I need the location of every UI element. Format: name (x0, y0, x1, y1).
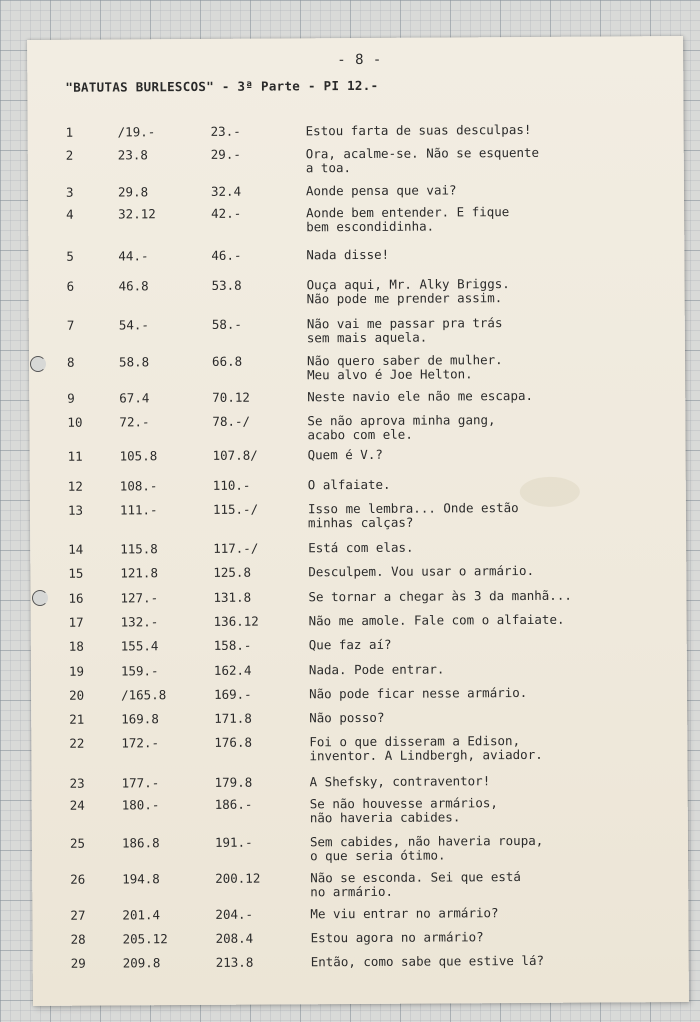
subtitle-text: Aonde pensa que vai? (305, 182, 457, 199)
subtitle-text: Desculpem. Vou usar o armário. (308, 562, 535, 580)
subtitle-row (29, 412, 685, 443)
timecode-end: 162.4 (213, 662, 252, 678)
subtitle-number: 28 (70, 931, 86, 947)
timecode-start: 127.- (120, 590, 159, 606)
timecode-start: 108.- (119, 478, 158, 494)
timecode-start: 180.- (121, 797, 160, 813)
punch-hole-icon (30, 356, 46, 372)
typed-script-page (27, 36, 689, 1006)
subtitle-text: Não quero saber de mulher. Meu alvo é Joe Helton. (306, 352, 503, 383)
subtitle-row (32, 832, 688, 864)
timecode-start: 58.8 (118, 354, 150, 370)
subtitle-text: Me viu entrar no armário? (310, 905, 499, 922)
subtitle-text: Sem cabides, não haveria roupa, o que seria ótimo. (309, 832, 544, 864)
timecode-end: 213.8 (215, 954, 254, 970)
subtitle-number: 6 (66, 278, 75, 294)
subtitle-number: 23 (69, 775, 85, 791)
timecode-start: /19.- (117, 124, 156, 140)
subtitle-text: Se tornar a chegar às 3 da manhã... (308, 587, 572, 605)
subtitle-text: Ora, acalme-se. Não se esquente a toa. (305, 144, 540, 176)
timecode-end: 58.- (211, 316, 242, 332)
subtitle-row (29, 387, 685, 406)
subtitle-row (31, 733, 687, 764)
subtitle-number: 7 (66, 317, 75, 333)
subtitle-number: 24 (69, 797, 85, 813)
subtitle-number: 16 (68, 590, 84, 606)
subtitle-row (29, 276, 685, 307)
timecode-end: 107.8/ (212, 447, 258, 463)
subtitle-number: 12 (67, 478, 83, 494)
subtitle-number: 14 (68, 541, 84, 557)
subtitle-number: 3 (65, 184, 74, 200)
subtitle-row (32, 869, 688, 900)
subtitle-text: Quem é V.? (307, 446, 383, 463)
timecode-start: 67.4 (119, 390, 150, 406)
timecode-start: 105.8 (119, 448, 158, 464)
subtitle-number: 19 (68, 663, 85, 679)
subtitle-number: 20 (69, 687, 85, 703)
subtitle-text: Se não houvesse armários, não haveria cabides. (309, 795, 498, 826)
subtitle-row (30, 587, 686, 606)
timecode-start: 121.8 (120, 565, 158, 581)
subtitle-text: A Shefsky, contraventor! (309, 773, 491, 790)
subtitle-number: 22 (69, 735, 85, 751)
subtitle-row (31, 611, 687, 630)
timecode-start: 32.12 (118, 206, 156, 222)
subtitle-row (28, 144, 684, 176)
subtitle-number: 5 (66, 248, 74, 264)
timecode-end: 42.- (211, 205, 242, 221)
timecode-end: 70.12 (212, 389, 250, 405)
subtitle-row (30, 446, 686, 464)
subtitle-row (31, 636, 687, 654)
timecode-start: 54.- (118, 317, 149, 333)
subtitle-row (33, 952, 689, 971)
subtitle-row (31, 684, 687, 703)
subtitle-text: Ouça aqui, Mr. Alky Briggs. Não pode me prender assim. (306, 276, 510, 307)
subtitle-row (31, 709, 687, 727)
subtitle-list (27, 36, 689, 1006)
timecode-start: 72.- (119, 414, 150, 430)
timecode-start: 155.4 (120, 638, 159, 654)
timecode-start: 23.8 (117, 147, 148, 163)
timecode-end: 186.- (214, 796, 253, 812)
subtitle-text: Não se esconda. Sei que está no armário. (310, 869, 521, 900)
subtitle-text: Estou farta de suas desculpas! (305, 121, 532, 139)
timecode-start: 46.8 (118, 278, 149, 294)
subtitle-row (32, 905, 688, 923)
timecode-end: 131.8 (213, 589, 252, 605)
subtitle-number: 8 (66, 354, 75, 370)
timecode-end: 158.- (213, 637, 252, 653)
timecode-end: 117.-/ (213, 540, 259, 556)
timecode-end: 136.12 (213, 613, 259, 629)
timecode-end: 208.4 (215, 930, 254, 946)
timecode-end: 66.8 (211, 353, 243, 369)
subtitle-row (32, 795, 688, 826)
timecode-end: 29.- (210, 146, 241, 162)
subtitle-row (29, 352, 685, 383)
subtitle-row (30, 562, 686, 581)
subtitle-row (32, 773, 688, 791)
timecode-end: 46.- (211, 247, 242, 263)
timecode-end: 32.4 (210, 183, 242, 199)
timecode-start: 111.- (119, 502, 158, 518)
subtitle-row (28, 246, 684, 264)
timecode-end: 169.- (214, 686, 252, 702)
subtitle-number: 10 (67, 414, 83, 430)
subtitle-number: 4 (66, 206, 74, 222)
subtitle-number: 25 (69, 835, 86, 851)
subtitle-text: Neste navio ele não me escapa. (307, 387, 534, 405)
timecode-end: 191.- (214, 834, 253, 850)
subtitle-row (33, 929, 689, 947)
subtitle-number: 17 (68, 614, 84, 630)
subtitle-text: O alfaiate. (307, 476, 391, 493)
timecode-end: 53.8 (211, 277, 242, 293)
timecode-end: 204.- (215, 906, 254, 922)
timecode-end: 179.8 (214, 774, 253, 790)
timecode-start: 186.8 (121, 835, 160, 851)
timecode-end: 171.8 (214, 710, 252, 726)
timecode-end: 110.- (212, 477, 251, 493)
subtitle-text: Está com elas. (308, 539, 414, 556)
subtitle-text: Não pode ficar nesse armário. (309, 684, 528, 702)
subtitle-number: 21 (69, 711, 85, 727)
page-number: - 8 - (337, 51, 382, 69)
subtitle-row (28, 121, 684, 140)
timecode-start: 29.8 (117, 184, 149, 200)
subtitle-text: Se não aprova minha gang, acabo com ele. (307, 412, 496, 443)
timecode-start: 115.8 (120, 541, 158, 557)
timecode-start: 201.4 (122, 907, 161, 923)
subtitle-row (29, 315, 685, 346)
subtitle-text: Nada disse! (306, 246, 390, 263)
timecode-start: 209.8 (122, 955, 161, 971)
subtitle-number: 15 (68, 565, 84, 581)
timecode-start: 44.- (118, 248, 149, 264)
subtitle-number: 18 (68, 638, 84, 654)
subtitle-row (28, 204, 684, 235)
subtitle-number: 13 (67, 502, 84, 518)
subtitle-text: Não me amole. Fale com o alfaiate. (308, 611, 565, 629)
subtitle-number: 2 (65, 147, 74, 163)
timecode-end: 78.-/ (212, 413, 251, 429)
subtitle-text: Não posso? (309, 709, 385, 726)
timecode-start: 132.- (120, 614, 159, 630)
subtitle-row (30, 476, 686, 494)
subtitle-text: Não vai me passar pra trás sem mais aquela. (306, 315, 503, 346)
timecode-end: 200.12 (215, 870, 261, 886)
subtitle-text: Aonde bem entender. E fique bem escondidinha. (306, 204, 510, 235)
subtitle-text: Então, como sabe que estive lá? (310, 952, 545, 970)
subtitle-number: 11 (67, 448, 83, 464)
subtitle-number: 29 (70, 955, 86, 971)
subtitle-text: Foi o que disseram a Edison, inventor. A Lindbergh, aviador. (309, 733, 543, 764)
timecode-end: 176.8 (214, 734, 253, 750)
timecode-start: 194.8 (122, 871, 160, 887)
subtitle-number: 1 (65, 124, 74, 140)
subtitle-row (30, 539, 686, 557)
timecode-start: 169.8 (121, 711, 159, 727)
subtitle-text: Isso me lembra... Onde estão minhas calças? (307, 500, 519, 531)
subtitle-text: Estou agora no armário? (310, 929, 484, 946)
subtitle-text: Que faz aí? (308, 636, 392, 653)
timecode-start: 177.- (121, 775, 160, 791)
timecode-end: 115.-/ (212, 501, 259, 517)
timecode-end: 125.8 (213, 564, 251, 580)
page-heading: "BATUTAS BURLESCOS" - 3ª Parte - PI 12.- (65, 77, 379, 95)
subtitle-row (28, 182, 684, 200)
subtitle-number: 26 (70, 871, 86, 887)
timecode-end: 23.- (210, 123, 241, 139)
timecode-start: 159.- (120, 663, 159, 679)
timecode-start: 172.- (121, 735, 160, 751)
timecode-start: /165.8 (121, 687, 167, 703)
punch-hole-icon (32, 590, 48, 606)
subtitle-number: 9 (67, 390, 75, 406)
subtitle-row (31, 661, 687, 679)
subtitle-row (30, 500, 686, 531)
subtitle-text: Nada. Pode entrar. (308, 661, 445, 678)
subtitle-number: 27 (70, 907, 86, 923)
timecode-start: 205.12 (122, 931, 168, 947)
